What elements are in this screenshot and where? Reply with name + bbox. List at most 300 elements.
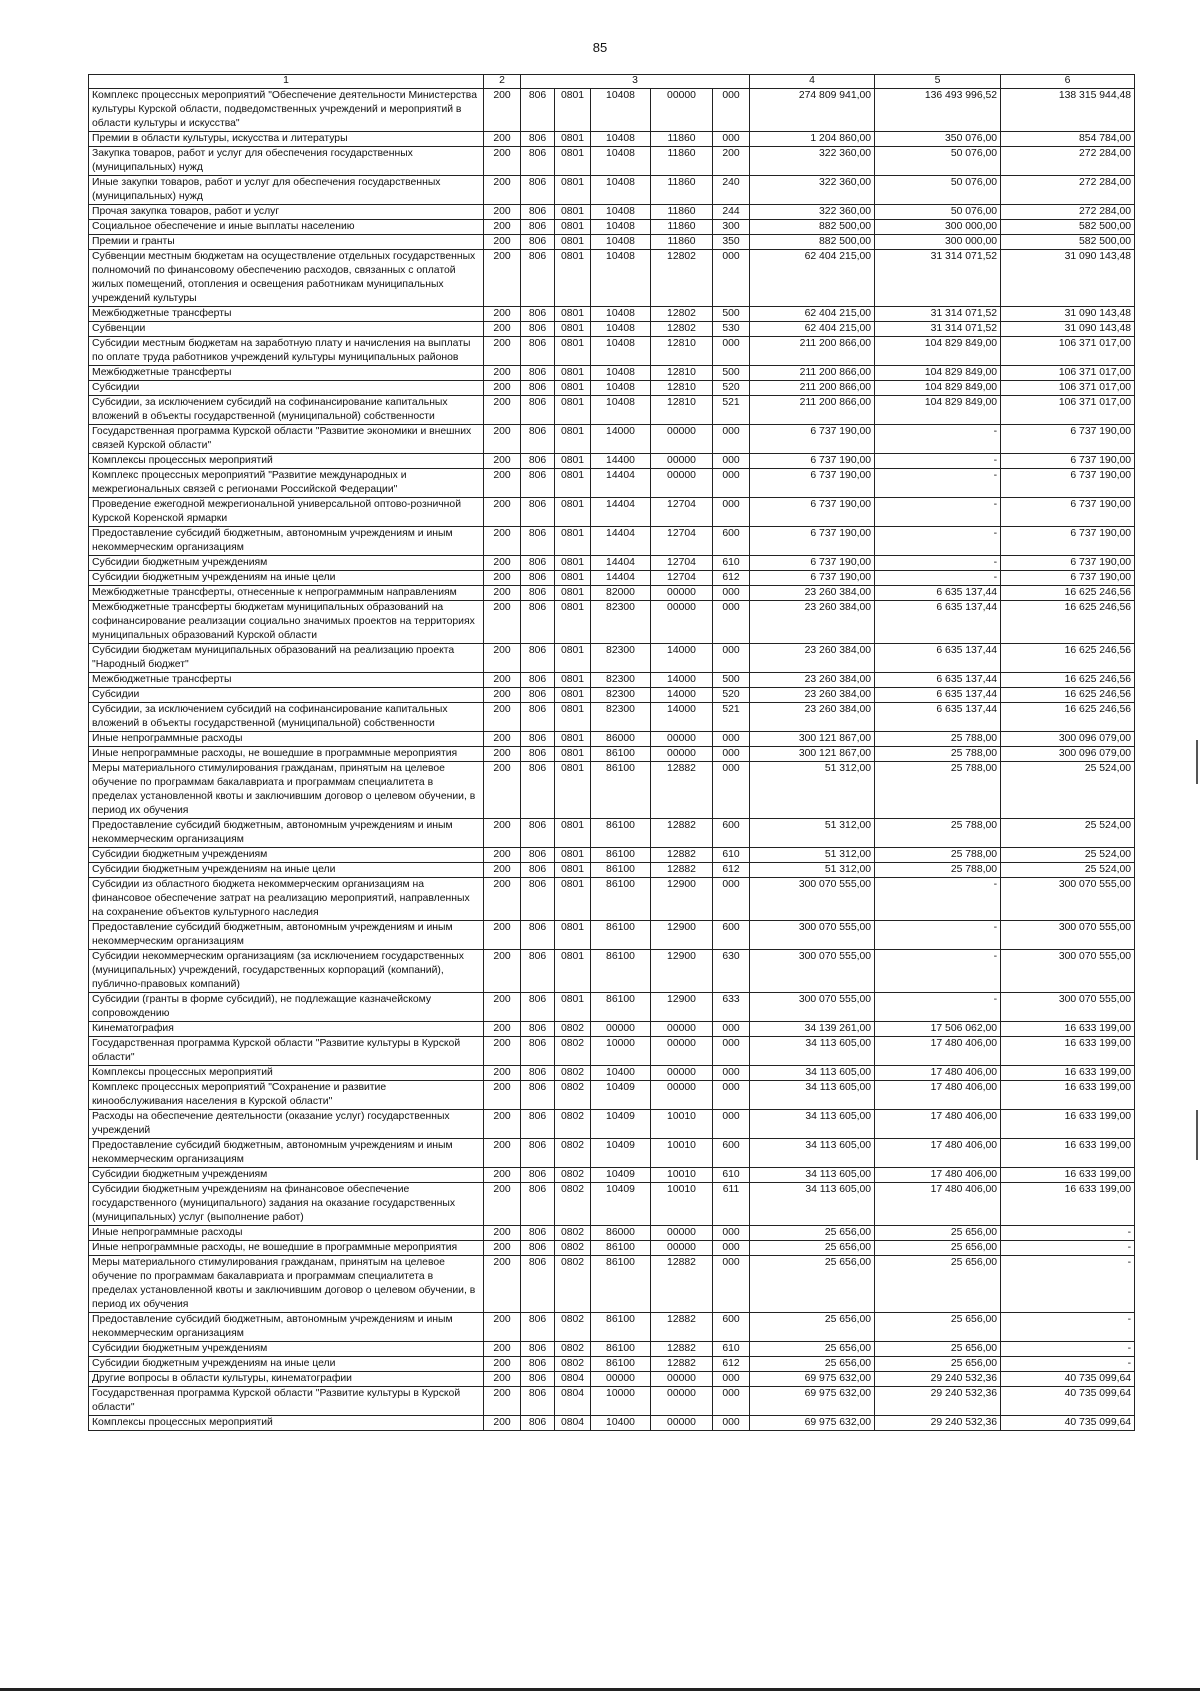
code-direction: 12810 bbox=[651, 396, 713, 425]
amount-remaining: 582 500,00 bbox=[1001, 220, 1135, 235]
code-admin: 200 bbox=[484, 1241, 521, 1256]
code-direction: 12704 bbox=[651, 498, 713, 527]
code-admin: 200 bbox=[484, 1037, 521, 1066]
code-direction: 12704 bbox=[651, 556, 713, 571]
amount-plan: 300 121 867,00 bbox=[750, 732, 875, 747]
code-admin: 200 bbox=[484, 366, 521, 381]
amount-remaining: 25 524,00 bbox=[1001, 762, 1135, 819]
row-name: Субвенции bbox=[89, 322, 484, 337]
table-row bbox=[89, 921, 1135, 950]
table-row bbox=[89, 703, 1135, 732]
code-direction: 12882 bbox=[651, 1256, 713, 1313]
code-program: 10408 bbox=[591, 220, 651, 235]
code-direction: 00000 bbox=[651, 1022, 713, 1037]
code-expense-type: 000 bbox=[713, 454, 750, 469]
code-ministry: 806 bbox=[521, 732, 555, 747]
code-ministry: 806 bbox=[521, 250, 555, 307]
code-direction: 10010 bbox=[651, 1110, 713, 1139]
code-admin: 200 bbox=[484, 132, 521, 147]
code-expense-type: 000 bbox=[713, 1241, 750, 1256]
code-direction: 14000 bbox=[651, 644, 713, 673]
code-admin: 200 bbox=[484, 147, 521, 176]
amount-remaining: 25 524,00 bbox=[1001, 863, 1135, 878]
code-direction: 12900 bbox=[651, 950, 713, 993]
code-direction: 00000 bbox=[651, 1372, 713, 1387]
code-program: 00000 bbox=[591, 1022, 651, 1037]
table-row bbox=[89, 1256, 1135, 1313]
code-ministry: 806 bbox=[521, 527, 555, 556]
code-ministry: 806 bbox=[521, 747, 555, 762]
code-section: 0801 bbox=[555, 878, 591, 921]
code-ministry: 806 bbox=[521, 1416, 555, 1431]
table-row bbox=[89, 1226, 1135, 1241]
amount-plan: 300 070 555,00 bbox=[750, 921, 875, 950]
code-section: 0801 bbox=[555, 703, 591, 732]
code-admin: 200 bbox=[484, 337, 521, 366]
code-expense-type: 000 bbox=[713, 250, 750, 307]
table-body bbox=[89, 89, 1135, 1431]
code-direction: 00000 bbox=[651, 586, 713, 601]
code-section: 0801 bbox=[555, 527, 591, 556]
code-admin: 200 bbox=[484, 205, 521, 220]
amount-executed: 25 656,00 bbox=[875, 1313, 1001, 1342]
code-program: 10400 bbox=[591, 1066, 651, 1081]
table-row bbox=[89, 1342, 1135, 1357]
amount-remaining: 272 284,00 bbox=[1001, 147, 1135, 176]
code-expense-type: 600 bbox=[713, 527, 750, 556]
code-section: 0801 bbox=[555, 688, 591, 703]
code-direction: 10010 bbox=[651, 1183, 713, 1226]
code-admin: 200 bbox=[484, 381, 521, 396]
amount-executed: 300 000,00 bbox=[875, 235, 1001, 250]
code-program: 14404 bbox=[591, 571, 651, 586]
code-expense-type: 612 bbox=[713, 863, 750, 878]
code-ministry: 806 bbox=[521, 498, 555, 527]
code-direction: 00000 bbox=[651, 1387, 713, 1416]
code-expense-type: 600 bbox=[713, 1139, 750, 1168]
amount-executed: 6 635 137,44 bbox=[875, 688, 1001, 703]
amount-executed: 31 314 071,52 bbox=[875, 307, 1001, 322]
amount-executed: - bbox=[875, 571, 1001, 586]
header-col-5: 5 bbox=[875, 75, 1001, 89]
amount-plan: 69 975 632,00 bbox=[750, 1387, 875, 1416]
code-section: 0802 bbox=[555, 1357, 591, 1372]
amount-plan: 34 113 605,00 bbox=[750, 1066, 875, 1081]
code-direction: 10010 bbox=[651, 1139, 713, 1168]
amount-remaining: 6 737 190,00 bbox=[1001, 571, 1135, 586]
amount-plan: 25 656,00 bbox=[750, 1313, 875, 1342]
amount-remaining: 300 070 555,00 bbox=[1001, 950, 1135, 993]
code-admin: 200 bbox=[484, 322, 521, 337]
code-program: 10408 bbox=[591, 132, 651, 147]
row-name: Иные непрограммные расходы, не вошедшие в программные мероприятия bbox=[89, 1241, 484, 1256]
code-ministry: 806 bbox=[521, 1168, 555, 1183]
amount-remaining: 31 090 143,48 bbox=[1001, 322, 1135, 337]
code-ministry: 806 bbox=[521, 848, 555, 863]
row-name: Государственная программа Курской области "Развитие культуры в Курской области" bbox=[89, 1037, 484, 1066]
table-row bbox=[89, 586, 1135, 601]
table-row bbox=[89, 396, 1135, 425]
code-program: 10408 bbox=[591, 337, 651, 366]
code-program: 86000 bbox=[591, 732, 651, 747]
amount-plan: 51 312,00 bbox=[750, 863, 875, 878]
code-ministry: 806 bbox=[521, 1139, 555, 1168]
code-section: 0802 bbox=[555, 1139, 591, 1168]
code-direction: 00000 bbox=[651, 1416, 713, 1431]
code-program: 14404 bbox=[591, 556, 651, 571]
code-expense-type: 000 bbox=[713, 1387, 750, 1416]
amount-executed: - bbox=[875, 950, 1001, 993]
amount-plan: 322 360,00 bbox=[750, 205, 875, 220]
row-name: Субсидии bbox=[89, 688, 484, 703]
row-name: Субсидии бюджетным учреждениям на иные цели bbox=[89, 1357, 484, 1372]
code-ministry: 806 bbox=[521, 89, 555, 132]
amount-plan: 25 656,00 bbox=[750, 1226, 875, 1241]
code-expense-type: 520 bbox=[713, 381, 750, 396]
code-expense-type: 521 bbox=[713, 703, 750, 732]
code-expense-type: 610 bbox=[713, 1342, 750, 1357]
row-name: Прочая закупка товаров, работ и услуг bbox=[89, 205, 484, 220]
code-program: 10408 bbox=[591, 250, 651, 307]
code-direction: 00000 bbox=[651, 454, 713, 469]
code-program: 14404 bbox=[591, 469, 651, 498]
amount-plan: 25 656,00 bbox=[750, 1342, 875, 1357]
code-ministry: 806 bbox=[521, 762, 555, 819]
code-program: 82300 bbox=[591, 703, 651, 732]
table-row bbox=[89, 220, 1135, 235]
amount-executed: 104 829 849,00 bbox=[875, 396, 1001, 425]
code-admin: 200 bbox=[484, 586, 521, 601]
code-admin: 200 bbox=[484, 688, 521, 703]
row-name: Комплексы процессных мероприятий bbox=[89, 454, 484, 469]
code-direction: 12802 bbox=[651, 250, 713, 307]
amount-remaining: 582 500,00 bbox=[1001, 235, 1135, 250]
code-ministry: 806 bbox=[521, 1357, 555, 1372]
code-section: 0801 bbox=[555, 322, 591, 337]
code-section: 0801 bbox=[555, 366, 591, 381]
code-program: 86100 bbox=[591, 878, 651, 921]
table-row bbox=[89, 205, 1135, 220]
code-program: 10409 bbox=[591, 1110, 651, 1139]
header-col-3: 3 bbox=[521, 75, 750, 89]
code-section: 0802 bbox=[555, 1241, 591, 1256]
code-direction: 12900 bbox=[651, 921, 713, 950]
code-section: 0801 bbox=[555, 644, 591, 673]
table-row bbox=[89, 527, 1135, 556]
code-ministry: 806 bbox=[521, 381, 555, 396]
code-section: 0802 bbox=[555, 1256, 591, 1313]
code-section: 0802 bbox=[555, 1037, 591, 1066]
code-direction: 12704 bbox=[651, 527, 713, 556]
code-direction: 00000 bbox=[651, 601, 713, 644]
code-direction: 12802 bbox=[651, 322, 713, 337]
amount-remaining: 16 633 199,00 bbox=[1001, 1168, 1135, 1183]
code-program: 10000 bbox=[591, 1387, 651, 1416]
amount-executed: 25 788,00 bbox=[875, 819, 1001, 848]
amount-remaining: 106 371 017,00 bbox=[1001, 396, 1135, 425]
code-ministry: 806 bbox=[521, 1313, 555, 1342]
scan-margin-mark bbox=[1196, 1110, 1198, 1160]
code-ministry: 806 bbox=[521, 147, 555, 176]
code-ministry: 806 bbox=[521, 425, 555, 454]
code-direction: 12704 bbox=[651, 571, 713, 586]
amount-plan: 211 200 866,00 bbox=[750, 381, 875, 396]
code-admin: 200 bbox=[484, 571, 521, 586]
row-name: Предоставление субсидий бюджетным, автономным учреждениям и иным некоммерческим организациям bbox=[89, 819, 484, 848]
amount-executed: - bbox=[875, 454, 1001, 469]
code-admin: 200 bbox=[484, 235, 521, 250]
code-program: 86100 bbox=[591, 1313, 651, 1342]
row-name: Субсидии местным бюджетам на заработную плату и начисления на выплаты по оплате труда работников учреждений культуры муниципальных районов bbox=[89, 337, 484, 366]
code-program: 86100 bbox=[591, 921, 651, 950]
code-ministry: 806 bbox=[521, 1387, 555, 1416]
amount-plan: 211 200 866,00 bbox=[750, 337, 875, 366]
amount-remaining: - bbox=[1001, 1226, 1135, 1241]
amount-plan: 300 121 867,00 bbox=[750, 747, 875, 762]
table-row bbox=[89, 819, 1135, 848]
amount-plan: 62 404 215,00 bbox=[750, 322, 875, 337]
amount-remaining: 16 633 199,00 bbox=[1001, 1183, 1135, 1226]
code-direction: 14000 bbox=[651, 673, 713, 688]
amount-plan: 300 070 555,00 bbox=[750, 950, 875, 993]
code-expense-type: 000 bbox=[713, 878, 750, 921]
code-section: 0801 bbox=[555, 396, 591, 425]
code-expense-type: 000 bbox=[713, 762, 750, 819]
table-row bbox=[89, 1313, 1135, 1342]
code-section: 0801 bbox=[555, 381, 591, 396]
code-expense-type: 000 bbox=[713, 747, 750, 762]
amount-executed: - bbox=[875, 993, 1001, 1022]
row-name: Расходы на обеспечение деятельности (оказание услуг) государственных учреждений bbox=[89, 1110, 484, 1139]
code-admin: 200 bbox=[484, 1256, 521, 1313]
code-program: 82300 bbox=[591, 644, 651, 673]
code-ministry: 806 bbox=[521, 950, 555, 993]
row-name: Субвенции местным бюджетам на осуществление отдельных государственных полномочий по финансовому обеспечению расходов, связанных с оплатой жилых помещений, отопления и освещения работникам муниципальных учреждений культуры bbox=[89, 250, 484, 307]
code-admin: 200 bbox=[484, 307, 521, 322]
table-row bbox=[89, 644, 1135, 673]
row-name: Субсидии бюджетам муниципальных образований на реализацию проекта "Народный бюджет" bbox=[89, 644, 484, 673]
amount-remaining: 31 090 143,48 bbox=[1001, 307, 1135, 322]
row-name: Комплексы процессных мероприятий bbox=[89, 1416, 484, 1431]
amount-executed: - bbox=[875, 556, 1001, 571]
code-program: 82300 bbox=[591, 601, 651, 644]
code-program: 10408 bbox=[591, 396, 651, 425]
code-direction: 14000 bbox=[651, 688, 713, 703]
amount-executed: 31 314 071,52 bbox=[875, 322, 1001, 337]
row-name: Субсидии бюджетным учреждениям на иные цели bbox=[89, 863, 484, 878]
amount-remaining: 272 284,00 bbox=[1001, 205, 1135, 220]
row-name: Субсидии bbox=[89, 381, 484, 396]
amount-remaining: 854 784,00 bbox=[1001, 132, 1135, 147]
code-admin: 200 bbox=[484, 1183, 521, 1226]
code-section: 0801 bbox=[555, 747, 591, 762]
amount-executed: 50 076,00 bbox=[875, 147, 1001, 176]
table-row bbox=[89, 176, 1135, 205]
header-col-6: 6 bbox=[1001, 75, 1135, 89]
code-ministry: 806 bbox=[521, 921, 555, 950]
row-name: Субсидии, за исключением субсидий на софинансирование капитальных вложений в объекты государственной (муниципальной) собственности bbox=[89, 703, 484, 732]
amount-executed: 25 656,00 bbox=[875, 1342, 1001, 1357]
code-ministry: 806 bbox=[521, 1342, 555, 1357]
table-row bbox=[89, 469, 1135, 498]
amount-plan: 51 312,00 bbox=[750, 762, 875, 819]
amount-executed: 25 788,00 bbox=[875, 732, 1001, 747]
code-direction: 00000 bbox=[651, 89, 713, 132]
code-ministry: 806 bbox=[521, 688, 555, 703]
code-direction: 00000 bbox=[651, 1037, 713, 1066]
code-section: 0802 bbox=[555, 1168, 591, 1183]
code-direction: 00000 bbox=[651, 747, 713, 762]
code-section: 0801 bbox=[555, 556, 591, 571]
code-section: 0801 bbox=[555, 993, 591, 1022]
row-name: Субсидии (гранты в форме субсидий), не подлежащие казначейскому сопровождению bbox=[89, 993, 484, 1022]
table-row bbox=[89, 762, 1135, 819]
code-ministry: 806 bbox=[521, 1372, 555, 1387]
code-admin: 200 bbox=[484, 469, 521, 498]
code-expense-type: 610 bbox=[713, 1168, 750, 1183]
code-section: 0801 bbox=[555, 89, 591, 132]
code-program: 86100 bbox=[591, 747, 651, 762]
amount-remaining: 6 737 190,00 bbox=[1001, 454, 1135, 469]
code-ministry: 806 bbox=[521, 1066, 555, 1081]
amount-plan: 34 113 605,00 bbox=[750, 1183, 875, 1226]
code-admin: 200 bbox=[484, 732, 521, 747]
table-row bbox=[89, 307, 1135, 322]
code-expense-type: 000 bbox=[713, 425, 750, 454]
table-row bbox=[89, 250, 1135, 307]
code-program: 10408 bbox=[591, 176, 651, 205]
code-direction: 11860 bbox=[651, 176, 713, 205]
code-section: 0802 bbox=[555, 1313, 591, 1342]
amount-plan: 25 656,00 bbox=[750, 1241, 875, 1256]
code-expense-type: 000 bbox=[713, 601, 750, 644]
amount-plan: 69 975 632,00 bbox=[750, 1372, 875, 1387]
code-ministry: 806 bbox=[521, 819, 555, 848]
code-section: 0804 bbox=[555, 1416, 591, 1431]
code-admin: 200 bbox=[484, 1168, 521, 1183]
code-program: 14400 bbox=[591, 454, 651, 469]
amount-plan: 23 260 384,00 bbox=[750, 601, 875, 644]
row-name: Иные непрограммные расходы bbox=[89, 732, 484, 747]
code-direction: 00000 bbox=[651, 469, 713, 498]
code-expense-type: 610 bbox=[713, 848, 750, 863]
code-direction: 00000 bbox=[651, 425, 713, 454]
code-program: 86100 bbox=[591, 1357, 651, 1372]
amount-executed: 17 480 406,00 bbox=[875, 1037, 1001, 1066]
code-ministry: 806 bbox=[521, 1256, 555, 1313]
code-section: 0801 bbox=[555, 454, 591, 469]
amount-plan: 23 260 384,00 bbox=[750, 703, 875, 732]
code-admin: 200 bbox=[484, 1357, 521, 1372]
code-section: 0804 bbox=[555, 1387, 591, 1416]
code-section: 0801 bbox=[555, 586, 591, 601]
amount-remaining: 16 633 199,00 bbox=[1001, 1037, 1135, 1066]
code-section: 0801 bbox=[555, 498, 591, 527]
code-section: 0801 bbox=[555, 147, 591, 176]
row-name: Комплекс процессных мероприятий "Развитие международных и межрегиональных связей с регионами Российской Федерации" bbox=[89, 469, 484, 498]
code-program: 86100 bbox=[591, 863, 651, 878]
row-name: Иные закупки товаров, работ и услуг для обеспечения государственных (муниципальных) нужд bbox=[89, 176, 484, 205]
amount-executed: 50 076,00 bbox=[875, 176, 1001, 205]
code-direction: 00000 bbox=[651, 1081, 713, 1110]
code-section: 0802 bbox=[555, 1183, 591, 1226]
code-ministry: 806 bbox=[521, 132, 555, 147]
amount-remaining: - bbox=[1001, 1357, 1135, 1372]
code-program: 14404 bbox=[591, 498, 651, 527]
code-expense-type: 500 bbox=[713, 307, 750, 322]
code-admin: 200 bbox=[484, 644, 521, 673]
header-col-2: 2 bbox=[484, 75, 521, 89]
amount-executed: 25 656,00 bbox=[875, 1226, 1001, 1241]
table-row bbox=[89, 235, 1135, 250]
table-row bbox=[89, 322, 1135, 337]
budget-table-container bbox=[88, 74, 1134, 1431]
code-admin: 200 bbox=[484, 176, 521, 205]
code-ministry: 806 bbox=[521, 1226, 555, 1241]
amount-plan: 6 737 190,00 bbox=[750, 425, 875, 454]
amount-plan: 69 975 632,00 bbox=[750, 1416, 875, 1431]
row-name: Предоставление субсидий бюджетным, автономным учреждениям и иным некоммерческим организациям bbox=[89, 1313, 484, 1342]
code-admin: 200 bbox=[484, 878, 521, 921]
code-expense-type: 500 bbox=[713, 673, 750, 688]
table-row bbox=[89, 1110, 1135, 1139]
amount-plan: 34 139 261,00 bbox=[750, 1022, 875, 1037]
code-program: 10409 bbox=[591, 1168, 651, 1183]
code-section: 0801 bbox=[555, 673, 591, 688]
code-expense-type: 000 bbox=[713, 1081, 750, 1110]
table-row bbox=[89, 1037, 1135, 1066]
amount-plan: 6 737 190,00 bbox=[750, 556, 875, 571]
amount-plan: 34 113 605,00 bbox=[750, 1110, 875, 1139]
amount-remaining: 106 371 017,00 bbox=[1001, 381, 1135, 396]
code-section: 0802 bbox=[555, 1110, 591, 1139]
code-section: 0802 bbox=[555, 1342, 591, 1357]
row-name: Субсидии некоммерческим организациям (за исключением государственных (муниципальных) учреждений, государственных корпораций (компаний), публично-правовых компаний) bbox=[89, 950, 484, 993]
code-direction: 11860 bbox=[651, 132, 713, 147]
amount-remaining: 272 284,00 bbox=[1001, 176, 1135, 205]
code-program: 10409 bbox=[591, 1139, 651, 1168]
code-direction: 12882 bbox=[651, 819, 713, 848]
amount-executed: 136 493 996,52 bbox=[875, 89, 1001, 132]
code-direction: 00000 bbox=[651, 1226, 713, 1241]
amount-remaining: 16 625 246,56 bbox=[1001, 644, 1135, 673]
table-row bbox=[89, 571, 1135, 586]
code-direction: 12882 bbox=[651, 1313, 713, 1342]
code-direction: 00000 bbox=[651, 1241, 713, 1256]
code-section: 0801 bbox=[555, 601, 591, 644]
code-section: 0801 bbox=[555, 307, 591, 322]
code-program: 86100 bbox=[591, 1241, 651, 1256]
code-expense-type: 000 bbox=[713, 498, 750, 527]
code-direction: 12882 bbox=[651, 1357, 713, 1372]
code-admin: 200 bbox=[484, 1110, 521, 1139]
code-direction: 11860 bbox=[651, 220, 713, 235]
code-program: 10408 bbox=[591, 322, 651, 337]
code-direction: 11860 bbox=[651, 235, 713, 250]
code-admin: 200 bbox=[484, 1139, 521, 1168]
amount-plan: 34 113 605,00 bbox=[750, 1168, 875, 1183]
code-ministry: 806 bbox=[521, 307, 555, 322]
amount-executed: 17 480 406,00 bbox=[875, 1110, 1001, 1139]
code-program: 82000 bbox=[591, 586, 651, 601]
table-row bbox=[89, 1168, 1135, 1183]
table-row bbox=[89, 1139, 1135, 1168]
code-section: 0801 bbox=[555, 425, 591, 454]
code-expense-type: 000 bbox=[713, 1037, 750, 1066]
amount-executed: - bbox=[875, 469, 1001, 498]
row-name: Субсидии бюджетным учреждениям bbox=[89, 848, 484, 863]
code-program: 10408 bbox=[591, 381, 651, 396]
